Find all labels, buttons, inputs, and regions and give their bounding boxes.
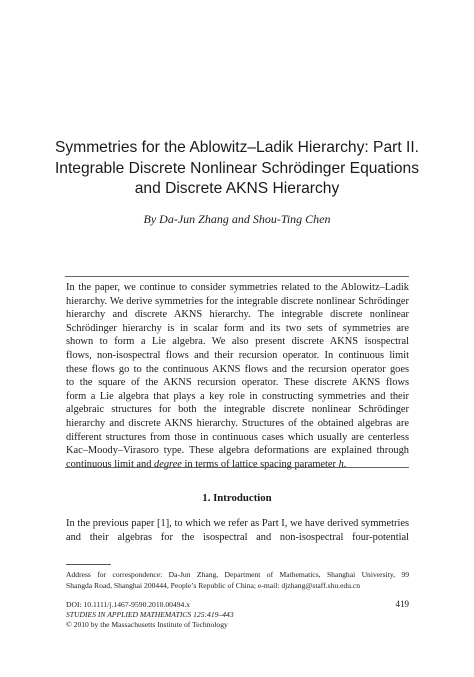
copyright: © 2010 by the Massachusetts Institute of Technology [66, 620, 228, 629]
paper-title [40, 138, 434, 200]
footnote-line: Address for correspondence: Da-Jun Zhang, Department of Mathematics, Shanghai University, 99 [66, 570, 409, 579]
title-line: Integrable Discrete Nonlinear Schrödinger Equations [54, 159, 420, 177]
author-line: By Da-Jun Zhang and Shou-Ting Chen [143, 212, 331, 226]
abstract-bottom-rule [65, 467, 409, 468]
intro-line: In the previous paper [1], to which we refer as Part I, we have derived symmetries [66, 518, 409, 529]
intro-paragraph [66, 517, 409, 545]
abstract-italic-term: degree [154, 458, 182, 470]
footnote-line: Shangda Road, Shanghai 200444, People’s Republic of China; e-mail: djzhang@staff.shu.edu.cn [66, 580, 361, 590]
abstract-top-rule [65, 276, 409, 277]
title-line: Symmetries for the Ablowitz–Ladik Hierarchy: Part II. [55, 139, 419, 156]
abstract-line: hierarchy. We derive symmetries for the integrable discrete nonlinear Schrödinger [66, 295, 409, 307]
abstract-line: algebraic structures for both the integrable discrete nonlinear Schrödinger [66, 404, 409, 416]
intro-line: and their algebras for the isospectral and non-isospectral four-potential [66, 532, 409, 543]
abstract-italic-symbol: h [338, 458, 344, 470]
journal-citation: STUDIES IN APPLIED MATHEMATICS 125:419–443 [66, 610, 234, 619]
abstract-text: in terms of lattice spacing parameter [181, 458, 339, 470]
abstract-line: Schrödinger hierarchy is in scalar form and its two sets of symmetries are [66, 322, 409, 334]
abstract-last-line [66, 458, 409, 472]
abstract-line: In the paper, we continue to consider symmetries related to the Ablowitz–Ladik [66, 282, 409, 293]
abstract-line: hierarchy and discrete AKNS hierarchy. The integrable discrete nonlinear [66, 309, 409, 321]
abstract-line: shown to form a Lie algebra. We also present discrete AKNS isospectral [66, 336, 409, 348]
footnote-rule [66, 564, 111, 565]
abstract-line: flows, non-isospectral flows and their recursion operator. In continuous limit [66, 349, 409, 361]
abstract-line: hierarchy and discrete AKNS hierarchy. Structures of the obtained algebras are [66, 417, 409, 429]
section-heading: 1. Introduction [202, 492, 272, 504]
abstract-line: form a Lie algebra that plays a key role in constructing symmetries and their [66, 390, 409, 402]
abstract-line: to the square of the AKNS recursion operator. These discrete AKNS flows [66, 377, 409, 389]
abstract-line: these flows go to the continuous AKNS flows and the recursion operator goes [66, 363, 409, 375]
abstract-line: Kac–Moody–Virasoro type. These algebra deformations are explained through [66, 445, 409, 457]
abstract-text: continuous limit and [66, 458, 155, 470]
abstract-line: different structures from those in continuous cases which usually are centerless [66, 431, 409, 443]
doi: DOI: 10.1111/j.1467-9590.2010.00494.x [66, 600, 191, 609]
abstract-text: . [343, 458, 347, 470]
page-number: 419 [395, 599, 409, 609]
correspondence-footnote [66, 570, 409, 591]
publication-info [66, 600, 234, 630]
abstract [66, 281, 409, 471]
title-line: and Discrete AKNS Hierarchy [134, 180, 340, 197]
